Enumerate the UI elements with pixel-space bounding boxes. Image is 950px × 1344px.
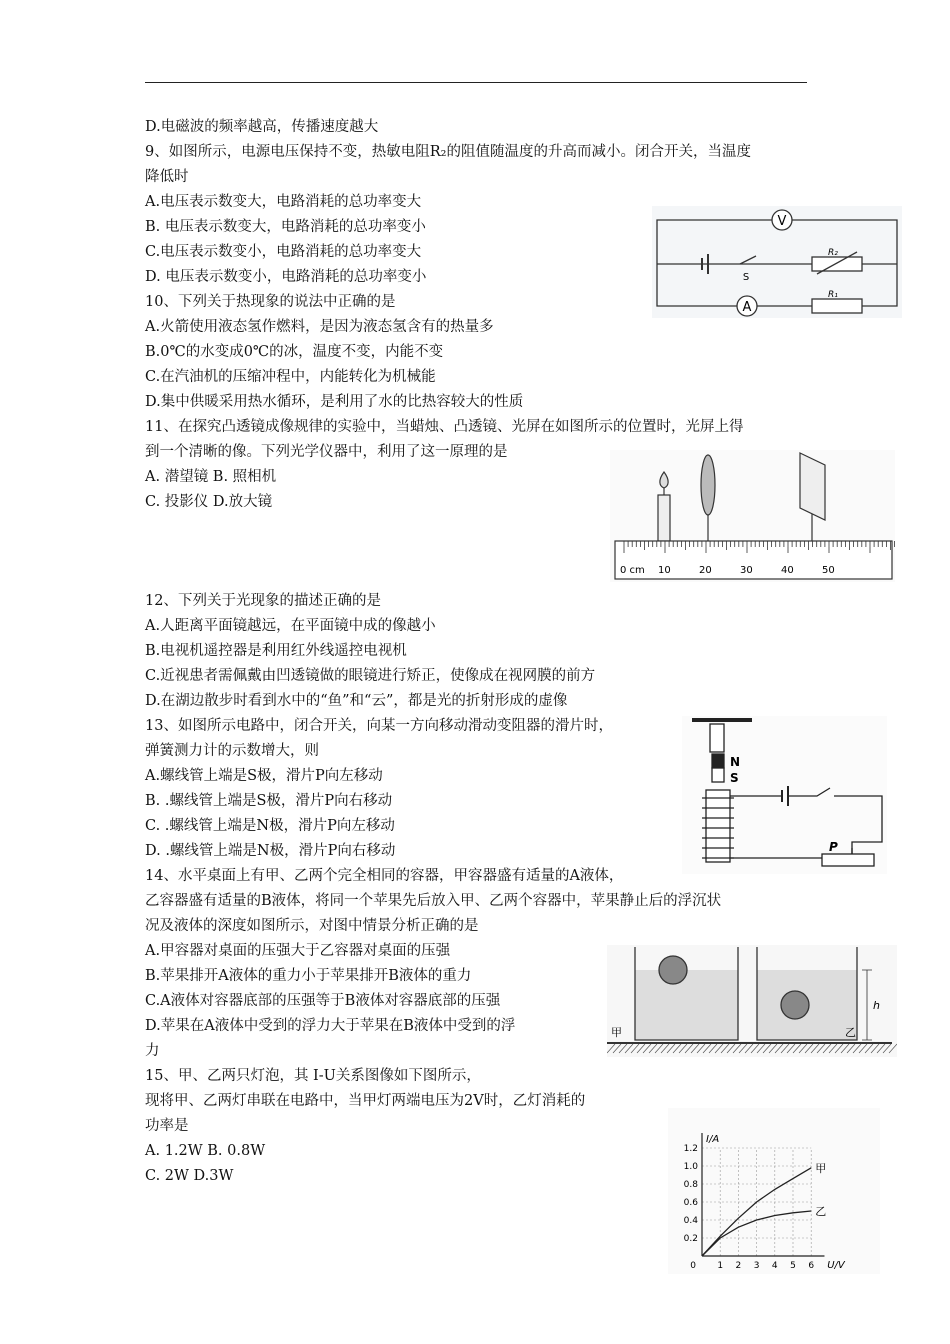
text-line: D. 电压表示数变小，电路消耗的总功率变小 [145, 269, 427, 285]
iu-chart-q15 [668, 1108, 880, 1274]
ruler-label-10: 10 [658, 565, 671, 576]
voltmeter-label: V [777, 214, 787, 229]
series-label-0: 甲 [815, 1161, 827, 1175]
text-line: D.苹果在A液体中受到的浮力大于苹果在B液体中受到的浮 [145, 1018, 516, 1034]
ruler-label-50: 50 [822, 565, 835, 576]
text-line: A.甲容器对桌面的压强大于乙容器对桌面的压强 [145, 943, 451, 959]
ruler-label-40: 40 [781, 565, 794, 576]
x-tick-label: 4 [771, 1261, 778, 1271]
text-line: 12、下列关于光现象的描述正确的是 [145, 593, 381, 609]
r1-label: R₁ [828, 290, 838, 300]
text-line: 15、甲、乙两只灯泡，其 I-U关系图像如下图所示， [145, 1068, 481, 1084]
text-line: D.电磁波的频率越高，传播速度越大 [145, 119, 379, 135]
y-tick-label: 0.4 [683, 1216, 698, 1226]
text-line: 降低时 [145, 169, 189, 185]
text-line: A.人距离平面镜越远，在平面镜中成的像越小 [145, 618, 436, 634]
text-line: B. 电压表示数变大，电路消耗的总功率变小 [145, 219, 426, 235]
text-line: A.火箭使用液态氢作燃料，是因为液态氢含有的热量多 [145, 319, 494, 335]
r2-label: R₂ [828, 248, 838, 258]
text-line: C. 2W D.3W [145, 1168, 234, 1184]
text-line: 14、水平桌面上有甲、乙两个完全相同的容器，甲容器盛有适量的A液体， [145, 868, 624, 884]
x-axis-label: U/V [827, 1260, 845, 1271]
text-line: B.0℃的水变成0℃的冰，温度不变，内能不变 [145, 344, 444, 360]
ruler-label-20: 20 [699, 565, 712, 576]
switch-label: S [742, 272, 750, 283]
text-line: C. 投影仪 D.放大镜 [145, 494, 273, 510]
text-line: C. .螺线管上端是N极，滑片P向左移动 [145, 818, 395, 834]
x-tick-label: 5 [790, 1261, 796, 1271]
text-line: D. .螺线管上端是N极，滑片P向右移动 [145, 843, 396, 859]
text-line: 13、如图所示电路中，闭合开关，向某一方向移动滑动变阻器的滑片时， [145, 718, 613, 734]
slider-p-label: P [829, 840, 838, 854]
depth-label: h [873, 999, 880, 1012]
y-tick-label: 0.6 [683, 1198, 698, 1208]
solenoid-figure-q13 [682, 716, 887, 874]
container-label-right: 乙 [845, 1026, 856, 1039]
text-line: A. 1.2W B. 0.8W [145, 1143, 266, 1159]
y-tick-label: 1.0 [683, 1162, 698, 1172]
text-line: D.集中供暖采用热水循环，是利用了水的比热容较大的性质 [145, 394, 524, 410]
text-line: C.电压表示数变小，电路消耗的总功率变大 [145, 244, 422, 260]
origin-label: 0 [690, 1261, 696, 1271]
text-line: 9、如图所示，电源电压保持不变，热敏电阻R₂的阻值随温度的升高而减小。闭合开关，当温度 [145, 144, 751, 160]
x-tick-label: 3 [753, 1261, 760, 1271]
text-line: 现将甲、乙两灯串联在电路中，当甲灯两端电压为2V时，乙灯消耗的 [145, 1093, 586, 1109]
y-tick-label: 0.2 [683, 1234, 698, 1244]
pole-n-label: N [730, 755, 741, 769]
text-line: 况及液体的深度如图所示，对图中情景分析正确的是 [145, 918, 479, 934]
text-line: 11、在探究凸透镜成像规律的实验中，当蜡烛、凸透镜、光屏在如图所示的位置时，光屏上得 [145, 419, 744, 435]
text-line: C.近视患者需佩戴由凹透镜做的眼镜进行矫正，使像成在视网膜的前方 [145, 668, 596, 684]
text-line: 乙容器盛有适量的B液体，将同一个苹果先后放入甲、乙两个容器中，苹果静止后的浮沉状 [145, 893, 722, 909]
text-line: A.电压表示数变大，电路消耗的总功率变大 [145, 194, 422, 210]
containers-figure-q14 [607, 945, 897, 1057]
text-line: C.在汽油机的压缩冲程中，内能转化为机械能 [145, 369, 436, 385]
text-line: C.A液体对容器底部的压强等于B液体对容器底部的压强 [145, 993, 501, 1009]
text-line: 到一个清晰的像。下列光学仪器中，利用了这一原理的是 [145, 444, 508, 460]
header-rule [145, 82, 807, 83]
text-line: B. .螺线管上端是S极，滑片P向右移动 [145, 793, 393, 809]
series-label-1: 乙 [815, 1205, 827, 1218]
text-line: 功率是 [145, 1118, 189, 1134]
optical-bench-figure-q11 [610, 450, 895, 582]
text-line: 弹簧测力计的示数增大，则 [145, 743, 319, 759]
x-tick-label: 2 [735, 1261, 742, 1271]
y-tick-label: 0.8 [683, 1180, 698, 1190]
text-line: B.电视机遥控器是利用红外线遥控电视机 [145, 643, 407, 659]
text-line: B.苹果排开A液体的重力小于苹果排开B液体的重力 [145, 968, 472, 984]
text-line: A.螺线管上端是S极，滑片P向左移动 [145, 768, 383, 784]
circuit-figure-q9 [652, 206, 902, 318]
text-line: A. 潜望镜 B. 照相机 [145, 469, 277, 485]
text-line: 力 [145, 1043, 160, 1059]
x-tick-label: 6 [808, 1261, 815, 1271]
text-line: 10、下列关于热现象的说法中正确的是 [145, 294, 396, 310]
ruler-label-30: 30 [740, 565, 753, 576]
text-line: D.在湖边散步时看到水中的“鱼”和“云”，都是光的折射形成的虚像 [145, 693, 568, 709]
x-tick-label: 1 [717, 1261, 724, 1271]
y-tick-label: 1.2 [683, 1144, 698, 1154]
container-label-left: 甲 [611, 1026, 622, 1039]
ammeter-label: A [742, 300, 752, 315]
ruler-label-0: 0 cm [620, 565, 645, 576]
y-axis-label: I/A [706, 1134, 720, 1145]
pole-s-label: S [730, 771, 739, 785]
